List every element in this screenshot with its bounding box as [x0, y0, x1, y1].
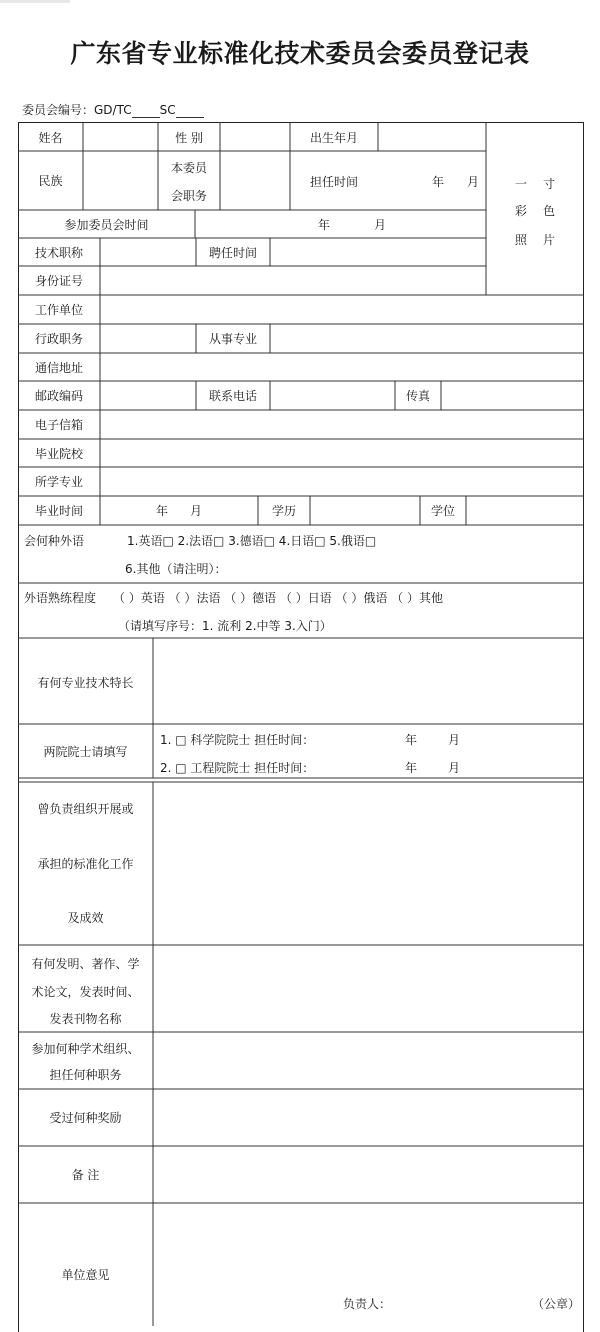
language-other[interactable]: 6.其他（请注明）：	[125, 562, 227, 576]
grad-month: 月	[190, 504, 203, 518]
label-address: 通信地址	[34, 361, 83, 375]
committee-code-label: 委员会编号：GD/TC	[22, 103, 132, 117]
label-standard-work-3: 及成效	[67, 911, 104, 925]
label-proficiency: 外语熟练程度	[24, 591, 97, 605]
label-birth: 出生年月	[309, 131, 358, 145]
academician-row-1[interactable]: 1. □ 科学院院士 担任时间：	[160, 733, 315, 747]
label-fax: 传真	[405, 389, 430, 403]
label-standard-work-2: 承担的标准化工作	[37, 857, 134, 871]
label-position-1: 本委员	[170, 161, 207, 175]
label-ethnicity: 民族	[38, 174, 63, 188]
label-academician: 两院院士请填写	[43, 745, 128, 759]
photo-char-2: 寸	[543, 177, 556, 191]
label-major: 所学专业	[34, 475, 83, 489]
label-standard-work-1: 曾负责组织开展或	[37, 802, 134, 816]
label-publications-3: 发表刊物名称	[49, 1012, 122, 1026]
photo-char-1: 一	[515, 177, 528, 191]
label-email: 电子信箱	[34, 418, 83, 432]
photo-char-3: 彩	[515, 204, 528, 218]
page-title: 广东省专业标准化技术委员会委员登记表	[70, 39, 530, 68]
label-name: 姓名	[38, 131, 63, 145]
label-responsible: 负责人：	[343, 1297, 392, 1311]
academician-month-2: 月	[448, 761, 461, 775]
academician-year-2: 年	[405, 761, 418, 775]
term-year: 年	[432, 175, 445, 189]
label-position-2: 会职务	[170, 189, 207, 203]
term-month: 月	[467, 175, 480, 189]
label-unit-opinion: 单位意见	[61, 1268, 110, 1282]
label-postcode: 邮政编码	[34, 389, 83, 403]
academician-month-1: 月	[448, 733, 461, 747]
label-phone: 联系电话	[208, 389, 257, 403]
language-options[interactable]: 1.英语□ 2.法语□ 3.德语□ 4.日语□ 5.俄语□	[127, 534, 377, 548]
label-specialty: 从事专业	[208, 332, 257, 346]
label-term: 担任时间	[309, 175, 358, 189]
academician-row-2[interactable]: 2. □ 工程院院士 担任时间：	[160, 761, 315, 775]
label-expertise: 有何专业技术特长	[37, 676, 134, 690]
label-languages: 会何种外语	[24, 534, 85, 548]
label-tech-title: 技术职称	[34, 246, 83, 260]
label-awards: 受过何种奖励	[49, 1111, 122, 1125]
label-hire-time: 聘任时间	[208, 246, 257, 260]
label-publications-1: 有何发明、著作、学	[31, 957, 140, 971]
label-school: 毕业院校	[34, 447, 83, 461]
label-remarks: 备 注	[71, 1168, 100, 1182]
grad-year: 年	[156, 504, 169, 518]
photo-char-6: 片	[543, 233, 556, 247]
proficiency-options[interactable]: （ ）英语 （ ）法语 （ ）德语 （ ）日语 （ ）俄语 （ ）其他	[113, 591, 443, 605]
label-organizations-2: 担任何种职务	[49, 1068, 122, 1082]
label-seal: （公章）	[532, 1297, 581, 1311]
join-month: 月	[374, 218, 387, 232]
photo-char-5: 照	[515, 233, 528, 247]
committee-code-suffix: SC	[159, 103, 176, 117]
label-id-number: 身份证号	[34, 274, 83, 288]
label-publications-2: 术论文，发表时间、	[31, 985, 140, 999]
label-admin-post: 行政职务	[34, 332, 83, 346]
proficiency-hint: （请填写序号：1. 流利 2.中等 3.入门）	[118, 619, 332, 633]
label-work-unit: 工作单位	[34, 303, 83, 317]
label-degree: 学位	[430, 504, 455, 518]
academician-year-1: 年	[405, 733, 418, 747]
label-gender: 性 别	[175, 131, 203, 145]
photo-char-4: 色	[543, 204, 556, 218]
label-join-time: 参加委员会时间	[64, 218, 149, 232]
label-education: 学历	[271, 504, 296, 518]
label-organizations-1: 参加何种学术组织、	[31, 1042, 140, 1056]
label-grad-time: 毕业时间	[34, 504, 83, 518]
join-year: 年	[318, 218, 331, 232]
